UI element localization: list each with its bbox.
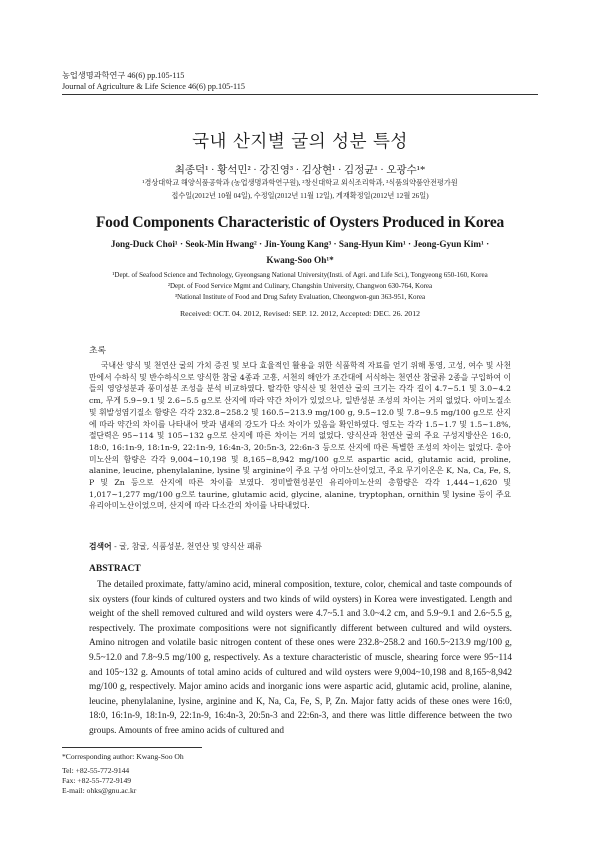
korean-affiliation: ¹경상대학교 해양식품공학과 (농업생명과학연구원), ²창신대학교 외식조리학과, ³식품의약품안전평가원: [142, 179, 458, 187]
korean-abstract-body: 국내산 양식 및 천연산 굴의 가치 증진 및 보다 효율적인 활용을 위한 식품학적 자료를 얻기 위해 통영, 고성, 여수 및 사천만에서 수하식 및 반수하식으로 양식한 참굴 4종과 고흥, 서천의 해안가 조간대에 서식하는 천연산 참굴류 2종을 구입하여 이들의 영양성분과 풍미성분 조성을 분석 비교하였다. 탈각한 양식산 및 천연산 굴의 크기는 각각 길이 4.7~5.1 및 3.0~4.2 cm, 무게 5.9~9.1 및 2.6~5.5 g으로 산지에 따라 약간 차이가 있었으나, 일반성분 조성의 차이는 거의 없었다. 아미노질소 및 휘발성염기질소 함량은 각각 232.8~258.2 및 160.5~213.9 mg/100 g, 9.5~12.0 및 7.8~9.5 mg/100 g으로 산지에 따라 약간의 차이를 나타내어 맛과 냄새의 강도가 다소 차이가 있음을 확인하였다. 영도는 각각 1.5~1.7 및 1.5~1.8%, 절단력은 95~114 및 105~132 g으로 산지에 따른 차이는 거의 없었다. 양식산과 천연산 굴의 주요 구성지방산은 16:0, 18:0, 16:1n-9, 18:1n-9, 22:1n-9, 16:4n-3, 20:5n-3, 22:6n-3 등으로 산지에 따른 특별한 조성의 차이는 없었다. 총아미노산의 함량은 각각 9,004~10,198 및 8,165~8,942 mg/100 g으로 aspartic acid, glutamic acid, proline, alanine, leucine, phenylalanine, lysine 및 arginine이 주요 구성 아미노산이었고, 주요 무기이온은 K, Na, Ca, Fe, S, P 및 Zn 등으로 산지에 따른 차이를 보였다. 정미발현성분인 유리아미노산의 총함량은 각각 1,444~1,620 및 1,017~1,277 mg/100 g으로 taurine, glutamic acid, glycine, alanine, tryptophan, ornithin 및 lysine 등이 주요 유리아미노산이었으며, 산지에 따라 다소간의 차이를 나타내었다.: [89, 361, 511, 511]
english-title: Food Components Characteristic of Oysters Produced in Korea: [95, 214, 505, 231]
english-affiliation-1: ¹Dept. of Seafood Science and Technology, Gyeongsang National University(Insti. of Agri. and Life Sci.), Tongyeong 650-160, Korea: [112, 271, 488, 279]
keywords: [89, 541, 511, 552]
journal-header-english: Journal of Agriculture & Life Science 46(6) pp.105-115: [62, 82, 245, 91]
english-authors-line2: Kwang-Soo Oh¹*: [266, 255, 334, 265]
footnote-fax: Fax: +82-55-772-9149: [62, 776, 132, 785]
abstract-heading: ABSTRACT: [89, 564, 141, 574]
english-affiliation-3: ³National Institute of Food and Drug Safety Evaluation, Cheongwon-gun 363-951, Korea: [174, 293, 426, 301]
keywords-text: - 굴, 참굴, 식품성분, 천연산 및 양식산 패류: [114, 542, 263, 551]
korean-dates: 접수일(2012년 10월 04일), 수정일(2012년 11월 12일), 게재확정일(2012년 12월 26일): [171, 192, 429, 200]
header-rule: [62, 94, 538, 95]
footnote-rule: [62, 747, 202, 748]
korean-authors: 최종덕¹ · 황석민² · 강진영³ · 김상현¹ · 김정균¹ · 오광수¹*: [174, 165, 426, 176]
korean-title: 국내 산지별 굴의 성분 특성: [192, 132, 408, 152]
footnote-corresponding: *Corresponding author: Kwang-Soo Oh: [62, 752, 184, 761]
english-affiliation-2: ²Dept. of Food Service Mgmt and Culinary, Changshin University, Changwon 630-764, Korea: [167, 282, 433, 290]
keywords-label: 검색어: [89, 542, 112, 551]
abstract-body: The detailed proximate, fatty/amino acid, mineral composition, texture, color, chemical and taste compounds of six oysters (four kinds of cultured oysters and two kinds of wild oysters) in Korea were investigated. Length and weight of the shell removed cultured and wild oysters were 4.7~5.1 and 3.0~4.2 cm, and 5.9~9.1 and 2.6~5.5 g, respectively. The proximate compositions were not significantly different between cultured and wild oysters. Amino nitrogen and volatile basic nitrogen content of these ones were 232.8~258.2 and 160.5~213.9 mg/100 g, 9.5~12.0 and 7.8~9.5 mg/100 g, respectively. As a texture characteristic of muscle, shearing force were 95~114 and 105~132 g. Amounts of total amino acids of cultured and wild oysters were 9,004~10,198 and 8,165~8,942 mg/100 g, respectively. Major amino acids and inorganic ions were aspartic acid, glutamic acid, proline, alanine, leucine, phenylalanine, lysine, arginine and K, Na, Ca, Fe, S, P, Zn. Major fatty acids of these ones were 16:0, 18:0, 16:1n-9, 18:1n-9, 22:1n-9, 16:4n-3, 20:5n-3 and 22:6n-3, and there was little difference between the two groups. Amounts of free amino acids of cultured and: [89, 580, 512, 736]
korean-abstract-heading: 초록: [89, 346, 106, 356]
footnote-email: E-mail: ohks@gnu.ac.kr: [62, 786, 137, 795]
english-authors-line1: Jong-Duck Choi¹ · Seok-Min Hwang² · Jin-Young Kang³ · Sang-Hyun Kim¹ · Jeong-Gyun Kim¹ ·: [110, 239, 490, 249]
footnote-tel: Tel: +82-55-772-9144: [62, 766, 130, 775]
received-dates: Received: OCT. 04. 2012, Revised: SEP. 12. 2012, Accepted: DEC. 26. 2012: [179, 309, 421, 318]
journal-header-korean: 농업생명과학연구 46(6) pp.105-115: [62, 71, 185, 80]
